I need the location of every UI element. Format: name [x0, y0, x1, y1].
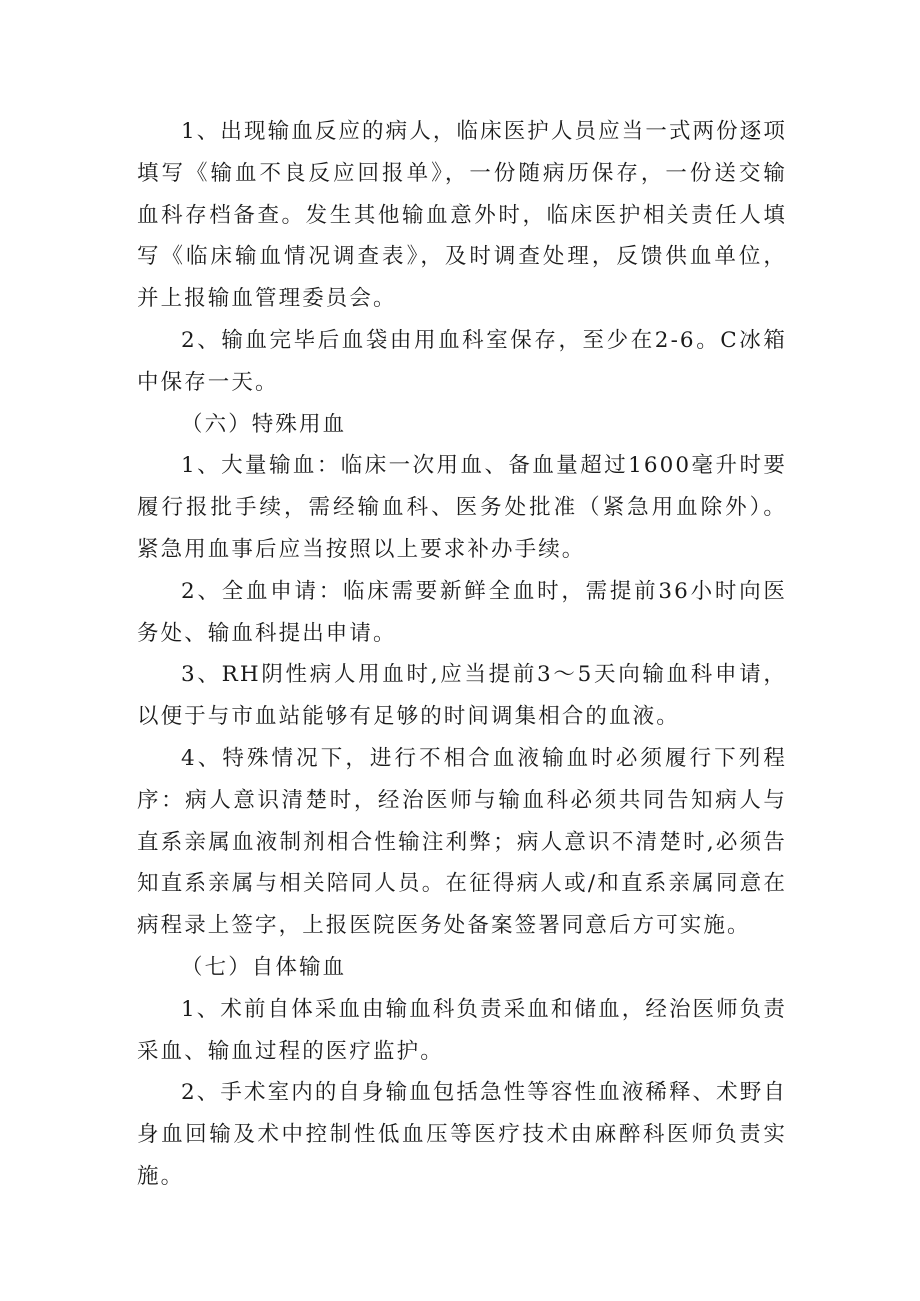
paragraph-adverse-reaction-report: 1、出现输血反应的病人，临床医护人员应当一式两份逐项填写《输血不良反应回报单》，一份随病历保存，一份送交输血科存档备查。发生其他输血意外时，临床医护相关责任人填写《临床输血情况调查表》，及时调查处理，反馈供血单位，并上报输血管理委员会。	[137, 119, 787, 312]
paragraph-incompatible-transfusion: 4、特殊情况下，进行不相合血液输血时必须履行下列程序：病人意识清楚时，经治医师与输血科必须共同告知病人与直系亲属血液制剂相合性输注利弊；病人意识不清楚时,必须告知直系亲属与相关陪同人员。在征得病人或/和直系亲属同意在病程录上签字，上报医院医务处备案签署同意后方可实施。	[137, 745, 787, 939]
document-page	[137, 111, 787, 1198]
paragraph-whole-blood-request: 2、全血申请：临床需要新鲜全血时，需提前36小时向医务处、输血科提出申请。	[137, 578, 787, 646]
paragraph-massive-transfusion: 1、大量输血：临床一次用血、备血量超过1600毫升时要履行报批手续，需经输血科、医务处批准（紧急用血除外）。紧急用血事后应当按照以上要求补办手续。	[137, 453, 787, 562]
paragraph-blood-bag-storage: 2、输血完毕后血袋由用血科室保存，至少在2-6。C冰箱中保存一天。	[137, 327, 787, 395]
section-heading-autologous-transfusion: （七）自体输血	[181, 954, 347, 980]
paragraph-intraoperative-autologous: 2、手术室内的自身输血包括急性等容性血液稀释、术野自身血回输及术中控制性低血压等医疗技术由麻醉科医师负责实施。	[137, 1080, 787, 1189]
paragraph-rh-negative: 3、RH阴性病人用血时,应当提前3～5天向输血科申请，以便于与市血站能够有足够的时间调集相合的血液。	[137, 662, 787, 730]
section-heading-special-blood-use: （六）特殊用血	[181, 411, 347, 437]
paragraph-preoperative-autologous: 1、术前自体采血由输血科负责采血和储血，经治医师负责采血、输血过程的医疗监护。	[137, 996, 787, 1064]
